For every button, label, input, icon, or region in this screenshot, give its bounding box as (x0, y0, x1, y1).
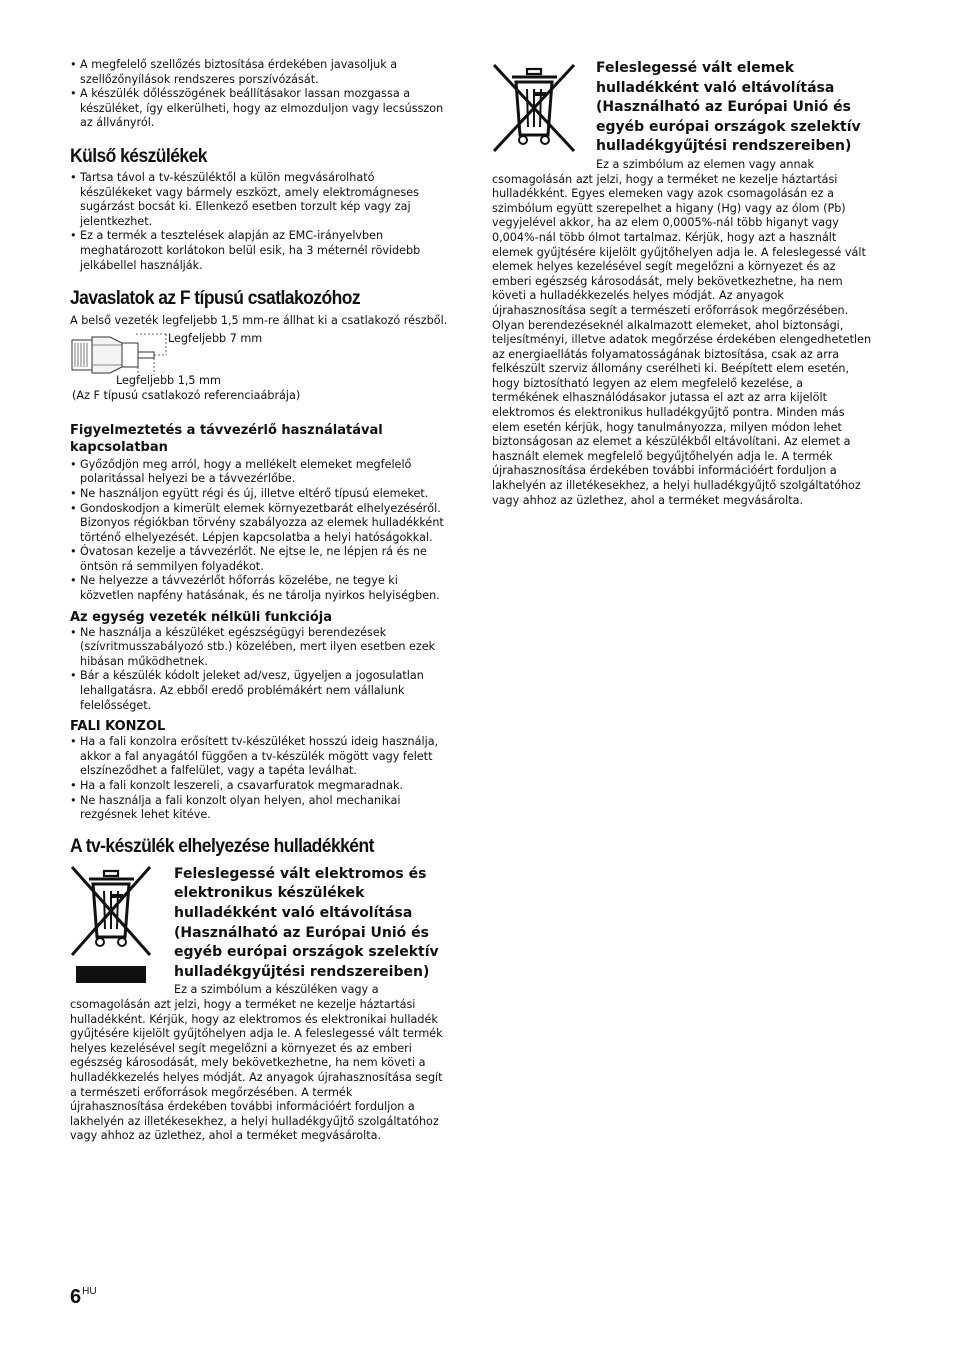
remote-warning-list (70, 458, 448, 604)
list-item: • Ne használja a készüléket egészségügyi berendezések (szívritmusszabályozó stb.) közelében, mert ilyen esetben ezek hibásan működhetnek. (70, 626, 448, 670)
list-item: • A készülék dőlésszögének beállításakor lassan mozgassa a készüléket, így elkerülheti, hogy az elmozduljon vagy lecsússzon az állványról. (70, 87, 448, 131)
battery-text: Ez a szimbólum az elemen vagy annak csomagolásán azt jelzi, hogy a terméket ne kezelje háztartási hulladékként. Egyes elemeken vagy azok csomagolásán ez a szimbólum együtt szerepelhet a higany (Hg) vagy az ólom (Pb) vegyjelével akkor, ha az elem 0,0005%-nál több higanyt vagy 0,004%-nál több ólmot tartalmaz. Kérjük, hogy azt a használt elemek gyűjtésére kijelölt gyűjtőhelyen adja le. A feleslegessé vált elemek helyes kezelésével segít megelőzni a környezet és az emberi egészség károsodását, mely bekövetkezhetne, ha nem követi a hulladékkezelés helyes módját. Az anyagok újrahasznosítása segít a természeti erőforrások megőrzésében. Olyan berendezéseknél alkalmazott elemeket, ahol biztonsági, teljesítményi, illetve adatok megőrzése érdekében elengedhetetlen az energiaellátás folyamatosságának biztosítása, csak az arra felkészült szerviz állomány cserélheti ki. Beépített elem esetén, hogy biztosítható legyen az elem megfelelő kezelése, a termékének elhasználódásakor jutassa el azt az arra kijelölt elektromos és elektronikus hulladékgyűjtő pontra. Minden más elem esetén kérjük, hogy tanulmányozza, milyen módon lehet biztonságosan az elemet a készülékből eltávolítani. Az elemet a használt elemek megfelelő begyűjtőhelyén adja le. A termék újrahasznosítása érdekében további információért forduljon a lakhelyén az illetékesekhez, a helyi hulladékgyűjtő szolgáltatóhoz vagy ahhoz az üzlethez, ahol a terméket megvásárolta. (492, 157, 872, 507)
page-number (70, 1280, 97, 1309)
ventilation-bullet-list (70, 58, 448, 131)
list-item: • Ne használja a fali konzolt olyan helyen, ahol mechanikai rezgésnek lehet kitéve. (70, 794, 448, 823)
list-item: • Ne helyezze a távvezérlőt hőforrás közelébe, ne tegye ki közvetlen napfény hatásának, és ne tárolja nyirkos helyiségben. (70, 574, 448, 603)
f-connector-caption: (Az F típusú csatlakozó referenciaábrája) (72, 388, 301, 402)
weee-block (70, 865, 448, 1144)
page-number-value: 6 (70, 1286, 82, 1308)
wall-bracket-list (70, 735, 448, 823)
f-connector-text: A belső vezeték legfeljebb 1,5 mm-re állhat ki a csatlakozó részből. (70, 314, 448, 328)
remote-warning-heading: Figyelmeztetés a távvezérlő használatával kapcsolatban (70, 422, 383, 455)
battery-title: Feleslegessé vált elemek hulladékként való eltávolítása (Használható az Európai Unió és egyéb európai országok szelektív hulladékgyűjtési rendszereiben) (596, 60, 861, 155)
language-code: HU (82, 1286, 97, 1297)
left-column (70, 58, 448, 1144)
list-item: • Tartsa távol a tv-készüléktől a külön megvásárolható készülékeket vagy bármely eszközt, amely elektromágneses sugárzást bocsát ki. Ellenkező esetben torzult kép vagy zaj jelentkezhet. (70, 171, 448, 229)
list-item: • Óvatosan kezelje a távvezérlőt. Ne ejtse le, ne lépjen rá és ne öntsön rá semmilyen folyadékot. (70, 545, 448, 574)
tv-disposal-heading: A tv-készülék elhelyezése hulladékként (70, 835, 374, 857)
external-devices-list (70, 171, 448, 273)
wall-bracket-heading: FALI KONZOL (70, 719, 166, 735)
list-item: • Ne használjon együtt régi és új, illetve eltérő típusú elemeket. (70, 487, 448, 502)
wireless-list (70, 626, 448, 714)
list-item: • A megfelelő szellőzés biztosítása érdekében javasoljuk a szellőzőnyílások rendszeres porszívózását. (70, 58, 448, 87)
list-item: • Ha a fali konzolra erősített tv-készüléket hosszú ideig használja, akkor a fal anyagától függően a tv-készülék mögött vagy felett elszíneződhet a falfelület, vagy a tapéta leválhat. (70, 735, 448, 779)
max-1-5mm-label: Legfeljebb 1,5 mm (116, 373, 221, 387)
weee-symbol-wrap (70, 865, 174, 985)
list-item: • Ez a termék a tesztelések alapján az EMC-irányelvben meghatározott korlátokon belül esik, ha 3 méternél rövidebb jelkábellel használják. (70, 229, 448, 273)
weee-title: Feleslegessé vált elektromos és elektronikus készülékek hulladékként való eltávolítása (Használható az Európai Unió és egyéb európai országok szelektív hulladékgyűjtési rendszereiben) (174, 865, 439, 980)
f-connector-heading: Javaslatok az F típusú csatlakozóhoz (70, 288, 361, 310)
list-item: • Bár a készülék kódolt jeleket ad/vesz, ügyeljen a jogosulatlan lehallgatásra. Az ebből eredő problémákért nem vállalunk felelősséget. (70, 669, 448, 713)
crossed-bin-icon (492, 63, 576, 153)
right-column (492, 58, 872, 508)
crossed-bin-icon (70, 865, 152, 961)
weee-text: Ez a szimbólum a készüléken vagy a csomagolásán azt jelzi, hogy a terméket ne kezelje háztartási hulladékként. Kérjük, hogy az elektromos és elektronikai hulladék gyűjtésére kijelölt gyűjtőhelyen adja le. A feleslegessé vált termék helyes kezelésével segít megelőzni a környezet és az emberi egészség károsodását, mely bekövetkezhetne, ha nem követi a hulladékkezelés helyes módját. Az anyagok újrahasznosítása segít a természeti erőforrások megőrzésében. A termék újrahasznosítása érdekében további információért forduljon a lakhelyén az illetékesekhez, a helyi hulladékgyűjtő szolgáltatóhoz vagy ahhoz az üzlethez, ahol a terméket megvásárolta. (70, 983, 443, 1143)
wireless-heading: Az egység vezeték nélküli funkciója (70, 609, 333, 625)
battery-disposal-block (492, 59, 872, 508)
list-item: • Ha a fali konzolt leszereli, a csavarfuratok megmaradnak. (70, 779, 448, 794)
weee-black-bar (76, 966, 146, 983)
battery-symbol-wrap (492, 59, 596, 159)
external-devices-heading: Külső készülékek (70, 145, 207, 167)
list-item: • Győződjön meg arról, hogy a mellékelt elemeket megfelelő polaritással helyezi be a távvezérlőbe. (70, 458, 448, 487)
list-item: • Gondoskodjon a kimerült elemek környezetbarát elhelyezéséről. Bizonyos régiókban törvény szabályozza az elemek hulladékként történő elhelyezését. Lépjen kapcsolatba a helyi hatóságokkal. (70, 502, 448, 546)
f-connector-figure (70, 331, 448, 419)
max-7mm-label: Legfeljebb 7 mm (168, 331, 263, 345)
